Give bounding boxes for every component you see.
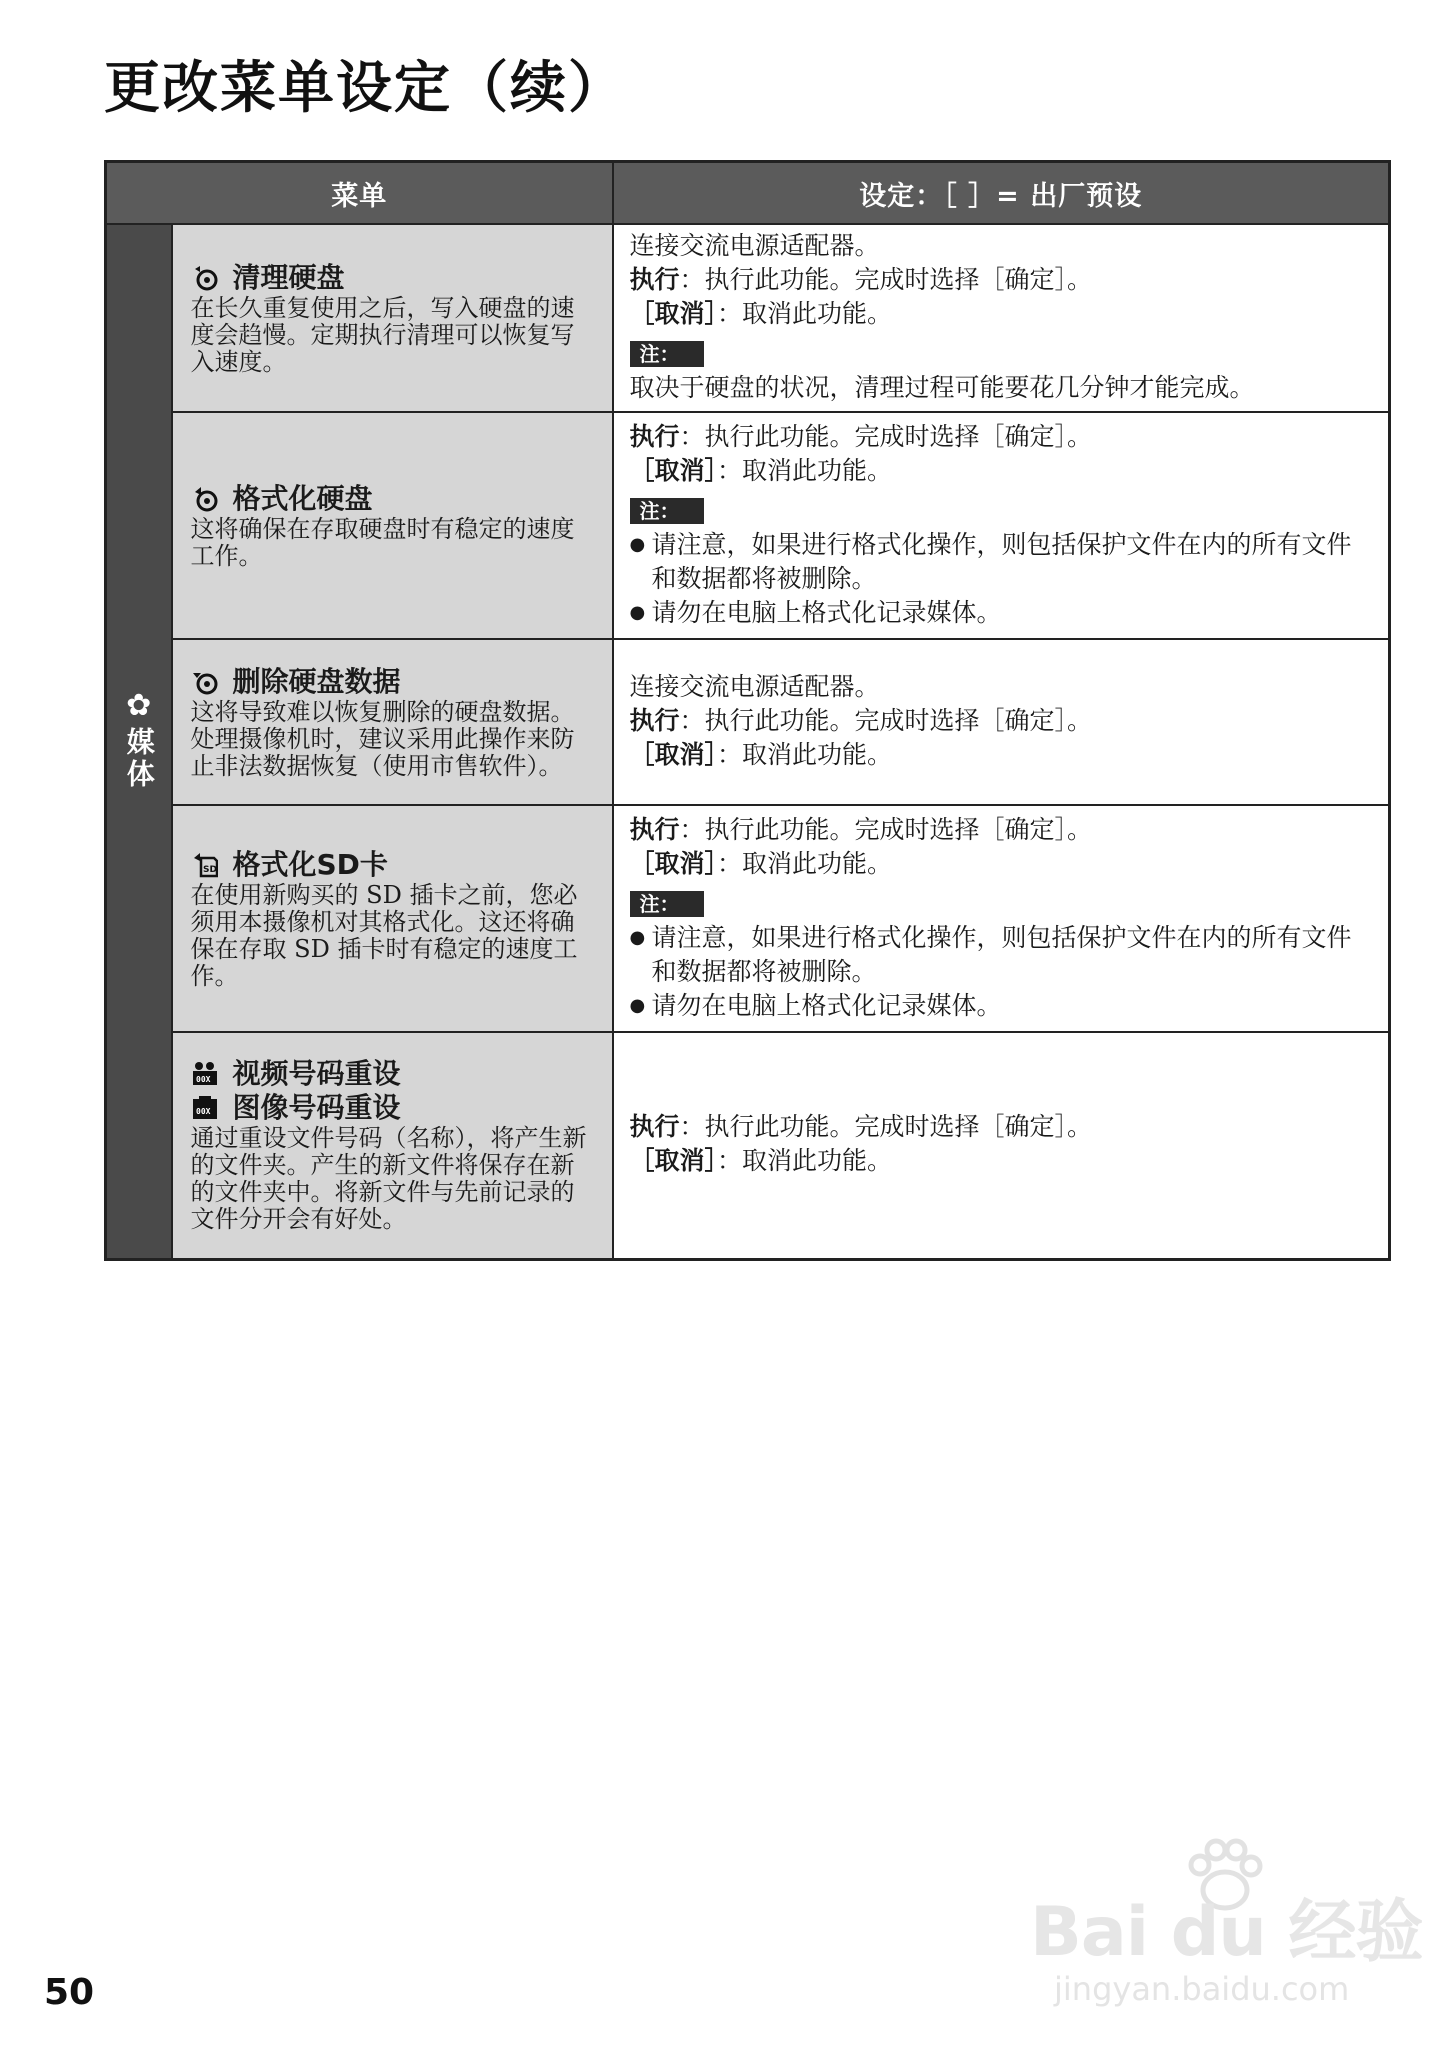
image-reset-icon	[191, 1095, 219, 1121]
setting-cancel: ［取消］：取消此功能。	[629, 740, 893, 769]
setting-cell	[613, 639, 1390, 805]
menu-item-desc: 这将导致难以恢复删除的硬盘数据。处理摄像机时，建议采用此操作来防止非法数据恢复（使用市售软件）。	[190, 697, 575, 780]
setting-cancel: ［取消］：取消此功能。	[629, 299, 893, 328]
menu-item-cell[interactable]	[172, 412, 613, 639]
menu-item-title: 清理硬盘	[191, 261, 596, 295]
note-label: 注：	[630, 341, 704, 367]
note-label: 注：	[630, 498, 704, 524]
table-header-row	[106, 162, 1390, 225]
note-bullet: ● 请注意，如果进行格式化操作，则包括保护文件在内的所有文件和数据都将被删除。	[629, 922, 1352, 986]
header-menu: 菜单	[106, 162, 613, 225]
menu-item-title: 格式化硬盘	[191, 482, 596, 516]
hdd-format-icon	[191, 486, 219, 512]
menu-item-cell[interactable]	[172, 639, 613, 805]
note-bullet: ● 请注意，如果进行格式化操作，则包括保护文件在内的所有文件和数据都将被删除。	[629, 529, 1352, 593]
category-label: 媒体	[122, 727, 156, 792]
table-row	[106, 639, 1390, 805]
svg-text:00X: 00X	[195, 1107, 210, 1117]
menu-item-desc: 在长久重复使用之后，写入硬盘的速度会趋慢。定期执行清理可以恢复写入速度。	[190, 293, 575, 376]
setting-exec: 执行：执行此功能。完成时选择［确定］。	[629, 814, 1093, 844]
watermark-url: jingyan.baidu.com	[1054, 1970, 1350, 2008]
menu-item-desc: 在使用新购买的 SD 插卡之前，您必须用本摄像机对其格式化。这还将确保在存取 SD 插卡时有稳定的速度工作。	[190, 880, 578, 990]
setting-cell	[613, 1032, 1390, 1259]
menu-item-cell[interactable]	[172, 1032, 613, 1259]
setting-cell	[613, 412, 1390, 639]
hdd-delete-icon	[191, 669, 219, 695]
menu-item-cell[interactable]	[172, 805, 613, 1032]
note-label: 注：	[630, 891, 704, 917]
table-row	[106, 1032, 1390, 1259]
category-cell	[106, 224, 172, 1259]
menu-item-title: 00X 图像号码重设	[191, 1091, 596, 1125]
setting-cancel: ［取消］：取消此功能。	[629, 848, 893, 878]
hdd-clean-icon	[191, 265, 219, 291]
page-title: 更改菜单设定（续）	[104, 56, 626, 121]
setting-cancel: ［取消］：取消此功能。	[629, 455, 893, 485]
menu-item-title: SD 格式化SD卡	[191, 848, 596, 882]
table-row	[106, 224, 1390, 412]
note-bullet: ● 请勿在电脑上格式化记录媒体。	[629, 597, 1002, 627]
menu-item-desc: 这将确保在存取硬盘时有稳定的速度工作。	[190, 514, 575, 570]
video-reset-icon	[191, 1061, 219, 1087]
table-row	[106, 412, 1390, 639]
watermark	[1030, 1870, 1430, 2010]
header-setting: 设定：［ ］= 出厂预设	[613, 162, 1390, 225]
watermark-logo: Bai du 经验	[1030, 1893, 1423, 1972]
note-bullet: ● 请勿在电脑上格式化记录媒体。	[629, 990, 1002, 1020]
menu-item-cell[interactable]	[172, 224, 613, 412]
setting-exec: 执行：执行此功能。完成时选择［确定］。	[629, 421, 1093, 451]
page-number: 50	[44, 1972, 95, 2013]
setting-cell	[613, 805, 1390, 1032]
setting-cell	[613, 224, 1390, 412]
setting-pre: 连接交流电源适配器。	[629, 231, 880, 260]
flower-icon: ✿	[126, 688, 152, 724]
setting-exec: 执行：执行此功能。完成时选择［确定］。	[629, 1112, 1093, 1142]
menu-settings-table	[104, 160, 1391, 1261]
setting-exec: 执行：执行此功能。完成时选择［确定］。	[629, 706, 1093, 735]
setting-cancel: ［取消］：取消此功能。	[629, 1146, 893, 1176]
table-row	[106, 805, 1390, 1032]
setting-pre: 连接交流电源适配器。	[629, 672, 880, 701]
menu-item-title: 00X 视频号码重设	[191, 1057, 596, 1091]
svg-text:00X: 00X	[195, 1075, 210, 1085]
sd-format-icon	[191, 852, 219, 878]
svg-text:SD: SD	[202, 864, 217, 875]
setting-exec: 执行：执行此功能。完成时选择［确定］。	[629, 265, 1093, 294]
menu-item-desc: 通过重设文件号码（名称），将产生新的文件夹。产生的新文件将保存在新的文件夹中。将新文件与先前记录的文件分开会有好处。	[190, 1124, 587, 1234]
menu-item-title: 删除硬盘数据	[191, 665, 596, 699]
note-text: 取决于硬盘的状况，清理过程可能要花几分钟才能完成。	[629, 373, 1255, 402]
